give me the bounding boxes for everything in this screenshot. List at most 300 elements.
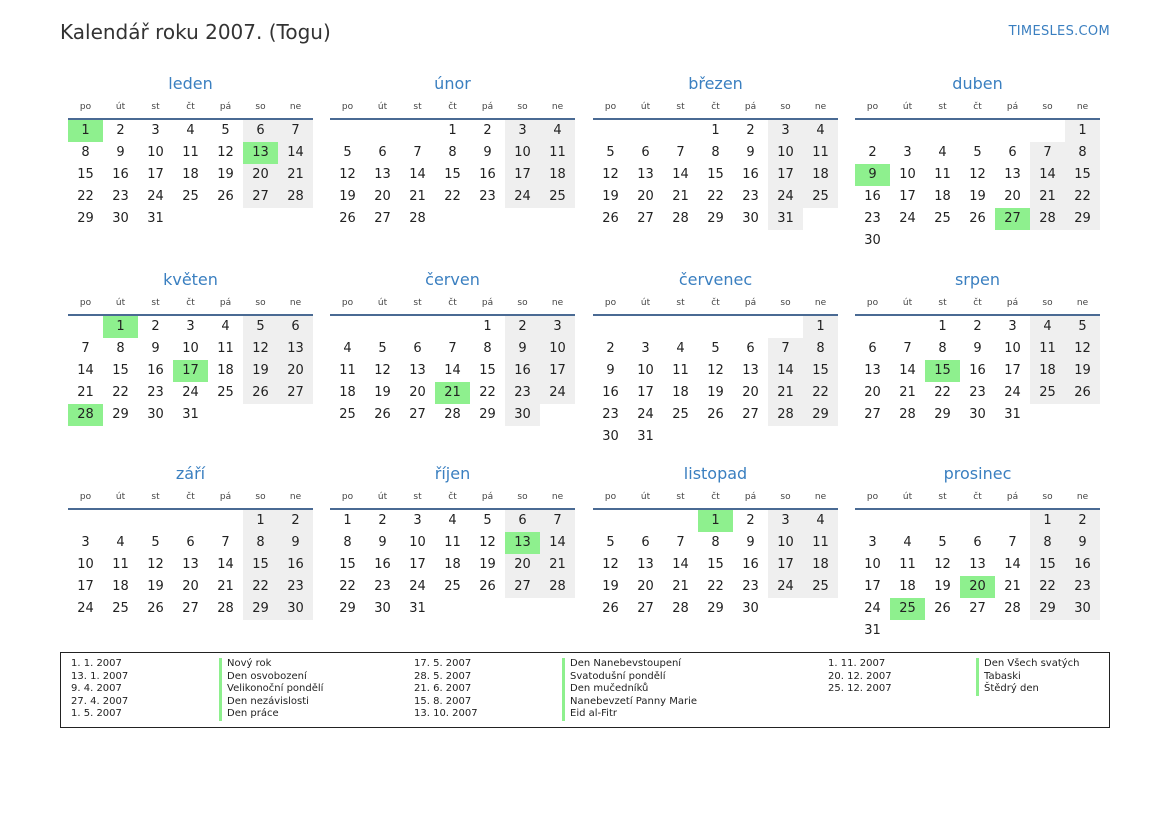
day-cell: 27 <box>969 601 986 616</box>
empty-cell <box>365 316 400 338</box>
weekday-label: po <box>79 492 92 502</box>
day-cell: 9 <box>606 363 615 378</box>
month-block <box>855 462 1100 642</box>
empty-cell <box>435 316 470 338</box>
month-name: listopad <box>683 464 748 483</box>
day-grid <box>330 316 575 426</box>
empty-cell <box>698 316 733 338</box>
day-cell: 30 <box>147 407 164 422</box>
day-cell: 18 <box>672 385 689 400</box>
weekday-label: ne <box>1076 102 1089 112</box>
day-cell: 9 <box>151 341 160 356</box>
day-cell: 12 <box>934 557 951 572</box>
day-cell: 20 <box>409 385 426 400</box>
weekday-label: st <box>413 492 422 502</box>
day-cell: 14 <box>899 363 916 378</box>
day-cell: 20 <box>374 189 391 204</box>
day-cell: 10 <box>864 557 881 572</box>
weekday-label: so <box>255 102 266 112</box>
weekday-label: st <box>676 102 685 112</box>
weekday-label: pá <box>1006 298 1019 308</box>
day-cell: 17 <box>147 167 164 182</box>
day-cell: 26 <box>479 579 496 594</box>
weekday-label: čt <box>448 492 457 502</box>
day-cell: 13 <box>182 557 199 572</box>
legend-row <box>414 658 697 671</box>
day-cell: 17 <box>77 579 94 594</box>
day-cell: 5 <box>343 145 352 160</box>
weekday-label: st <box>938 298 947 308</box>
day-cell: 28 <box>1004 601 1021 616</box>
empty-cell <box>855 316 890 338</box>
day-grid <box>593 120 838 230</box>
day-cell: 5 <box>378 341 387 356</box>
holiday-date: 13. 10. 2007 <box>414 708 478 720</box>
day-cell: 11 <box>182 145 199 160</box>
day-cell: 27 <box>409 407 426 422</box>
day-cell: 6 <box>973 535 982 550</box>
day-cell: 14 <box>1004 557 1021 572</box>
day-cell: 24 <box>409 579 426 594</box>
day-cell: 7 <box>1030 142 1065 164</box>
day-cell: 31 <box>864 623 881 638</box>
day-cell: 21 <box>278 164 313 186</box>
day-cell: 10 <box>147 145 164 160</box>
weekday-label: st <box>676 298 685 308</box>
day-cell: 4 <box>221 319 230 334</box>
day-cell: 28 <box>217 601 234 616</box>
day-cell: 16 <box>864 189 881 204</box>
day-cell: 31 <box>409 601 426 616</box>
holiday-day-cell: 28 <box>68 404 103 426</box>
weekday-label: st <box>938 102 947 112</box>
day-cell: 8 <box>448 145 457 160</box>
day-cell: 6 <box>413 341 422 356</box>
day-cell: 30 <box>374 601 391 616</box>
day-cell: 1 <box>343 513 352 528</box>
day-cell: 30 <box>505 404 540 426</box>
holiday-day-cell: 1 <box>68 120 103 142</box>
day-cell: 22 <box>707 579 724 594</box>
empty-cell <box>995 120 1030 142</box>
day-cell: 10 <box>505 142 540 164</box>
day-cell: 22 <box>707 189 724 204</box>
weekday-label: čt <box>186 492 195 502</box>
holiday-date: 27. 4. 2007 <box>71 695 129 707</box>
weekday-label: so <box>255 298 266 308</box>
day-cell: 7 <box>81 341 90 356</box>
day-cell: 12 <box>147 557 164 572</box>
weekday-label: st <box>413 298 422 308</box>
month-block <box>593 462 838 620</box>
day-cell: 18 <box>934 189 951 204</box>
day-cell: 2 <box>1065 510 1100 532</box>
day-grid <box>855 510 1100 642</box>
day-cell: 9 <box>973 341 982 356</box>
day-grid <box>330 510 575 620</box>
day-cell: 30 <box>864 233 881 248</box>
day-cell: 14 <box>768 360 803 382</box>
day-cell: 21 <box>77 385 94 400</box>
day-cell: 19 <box>602 189 619 204</box>
day-cell: 19 <box>707 385 724 400</box>
weekday-label: ne <box>814 492 827 502</box>
holiday-date: 28. 5. 2007 <box>414 670 472 682</box>
day-cell: 21 <box>768 382 803 404</box>
day-cell: 13 <box>278 338 313 360</box>
day-cell: 22 <box>1030 576 1065 598</box>
day-cell: 4 <box>676 341 685 356</box>
day-cell: 24 <box>1004 385 1021 400</box>
day-cell: 9 <box>746 535 755 550</box>
day-cell: 26 <box>1065 382 1100 404</box>
day-cell: 3 <box>186 319 195 334</box>
month-name: duben <box>952 74 1003 93</box>
day-cell: 6 <box>1008 145 1017 160</box>
day-cell: 14 <box>540 532 575 554</box>
day-cell: 8 <box>81 145 90 160</box>
day-cell: 29 <box>479 407 496 422</box>
weekday-label: čt <box>448 298 457 308</box>
holiday-date: 17. 5. 2007 <box>414 658 472 669</box>
weekday-label: ne <box>814 102 827 112</box>
day-cell: 20 <box>278 360 313 382</box>
weekday-label: čt <box>186 298 195 308</box>
day-cell: 29 <box>112 407 129 422</box>
day-cell: 26 <box>339 211 356 226</box>
day-cell: 11 <box>934 167 951 182</box>
day-cell: 23 <box>374 579 391 594</box>
day-cell: 29 <box>339 601 356 616</box>
weekday-label: čt <box>186 102 195 112</box>
day-grid <box>330 120 575 230</box>
day-cell: 21 <box>217 579 234 594</box>
weekday-header <box>593 486 838 510</box>
holiday-date: 13. 1. 2007 <box>71 670 129 682</box>
weekday-label: čt <box>711 492 720 502</box>
day-cell: 15 <box>803 360 838 382</box>
empty-cell <box>103 510 138 532</box>
empty-cell <box>593 510 628 532</box>
day-cell: 17 <box>505 164 540 186</box>
day-cell: 14 <box>217 557 234 572</box>
day-cell: 22 <box>479 385 496 400</box>
day-cell: 6 <box>641 535 650 550</box>
day-cell: 12 <box>602 557 619 572</box>
month-block <box>68 72 313 230</box>
empty-cell <box>628 510 663 532</box>
day-cell: 13 <box>742 363 759 378</box>
day-cell: 3 <box>868 535 877 550</box>
weekday-header <box>330 96 575 120</box>
day-cell: 16 <box>742 557 759 572</box>
empty-cell <box>68 316 103 338</box>
holiday-name: Nový rok <box>219 658 271 671</box>
day-cell: 24 <box>899 211 916 226</box>
day-cell: 6 <box>641 145 650 160</box>
day-cell: 30 <box>112 211 129 226</box>
day-cell: 3 <box>81 535 90 550</box>
weekday-label: st <box>676 492 685 502</box>
weekday-label: út <box>377 492 388 502</box>
day-cell: 24 <box>768 576 803 598</box>
month-name: září <box>175 464 206 483</box>
weekday-label: po <box>341 298 354 308</box>
empty-cell <box>1030 120 1065 142</box>
weekday-label: po <box>866 102 879 112</box>
day-cell: 12 <box>374 363 391 378</box>
day-cell: 26 <box>602 601 619 616</box>
day-cell: 1 <box>938 319 947 334</box>
day-cell: 18 <box>217 363 234 378</box>
day-cell: 2 <box>746 513 755 528</box>
holiday-date: 15. 8. 2007 <box>414 695 472 707</box>
day-cell: 11 <box>899 557 916 572</box>
empty-cell <box>925 120 960 142</box>
day-cell: 16 <box>112 167 129 182</box>
day-cell: 23 <box>479 189 496 204</box>
day-cell: 17 <box>409 557 426 572</box>
day-cell: 23 <box>505 382 540 404</box>
weekday-label: čt <box>711 298 720 308</box>
day-cell: 22 <box>339 579 356 594</box>
day-cell: 23 <box>147 385 164 400</box>
weekday-label: čt <box>448 102 457 112</box>
day-grid <box>855 316 1100 426</box>
day-cell: 2 <box>116 123 125 138</box>
day-cell: 19 <box>339 189 356 204</box>
day-cell: 8 <box>803 338 838 360</box>
day-cell: 31 <box>182 407 199 422</box>
month-block <box>855 268 1100 426</box>
day-cell: 15 <box>479 363 496 378</box>
day-cell: 26 <box>147 601 164 616</box>
day-cell: 12 <box>969 167 986 182</box>
month-name: říjen <box>434 464 471 483</box>
day-cell: 1 <box>483 319 492 334</box>
day-cell: 3 <box>768 120 803 142</box>
weekday-label: pá <box>744 102 757 112</box>
empty-cell <box>138 510 173 532</box>
empty-cell <box>890 316 925 338</box>
day-cell: 1 <box>1030 510 1065 532</box>
day-cell: 23 <box>969 385 986 400</box>
legend-row <box>71 696 323 709</box>
legend-column <box>828 658 1080 696</box>
day-cell: 19 <box>969 189 986 204</box>
weekday-label: so <box>1042 298 1053 308</box>
weekday-label: út <box>640 102 651 112</box>
month-name: únor <box>434 74 471 93</box>
empty-cell <box>890 120 925 142</box>
holiday-day-cell: 17 <box>173 360 208 382</box>
day-cell: 15 <box>77 167 94 182</box>
empty-cell <box>733 316 768 338</box>
day-grid <box>855 120 1100 252</box>
day-cell: 18 <box>444 557 461 572</box>
weekday-label: út <box>377 298 388 308</box>
empty-cell <box>925 510 960 532</box>
legend-row <box>414 708 697 721</box>
day-cell: 12 <box>602 167 619 182</box>
day-cell: 7 <box>903 341 912 356</box>
day-cell: 17 <box>768 164 803 186</box>
day-cell: 27 <box>742 407 759 422</box>
day-cell: 1 <box>243 510 278 532</box>
day-cell: 26 <box>217 189 234 204</box>
day-cell: 2 <box>505 316 540 338</box>
day-cell: 18 <box>540 164 575 186</box>
empty-cell <box>68 510 103 532</box>
day-cell: 5 <box>483 513 492 528</box>
holiday-day-cell: 13 <box>505 532 540 554</box>
day-cell: 3 <box>768 510 803 532</box>
day-cell: 21 <box>1004 579 1021 594</box>
day-cell: 19 <box>1065 360 1100 382</box>
day-cell: 5 <box>1065 316 1100 338</box>
day-cell: 20 <box>1004 189 1021 204</box>
day-cell: 16 <box>742 167 759 182</box>
weekday-label: st <box>151 102 160 112</box>
day-cell: 9 <box>746 145 755 160</box>
holiday-date: 21. 6. 2007 <box>414 683 472 695</box>
day-cell: 27 <box>864 407 881 422</box>
day-cell: 7 <box>448 341 457 356</box>
weekday-label: st <box>413 102 422 112</box>
weekday-label: út <box>115 102 126 112</box>
holiday-day-cell: 13 <box>243 142 278 164</box>
day-cell: 18 <box>803 164 838 186</box>
day-cell: 11 <box>444 535 461 550</box>
day-cell: 4 <box>1030 316 1065 338</box>
weekday-label: ne <box>1076 298 1089 308</box>
weekday-label: ne <box>814 298 827 308</box>
month-block <box>593 268 838 448</box>
day-cell: 13 <box>1004 167 1021 182</box>
day-cell: 12 <box>243 338 278 360</box>
weekday-label: čt <box>711 102 720 112</box>
month-name: leden <box>168 74 213 93</box>
day-cell: 3 <box>641 341 650 356</box>
holiday-name: Velikonoční pondělí <box>219 683 323 696</box>
day-cell: 18 <box>1030 360 1065 382</box>
day-cell: 12 <box>479 535 496 550</box>
day-cell: 6 <box>868 341 877 356</box>
day-cell: 9 <box>1065 532 1100 554</box>
day-cell: 29 <box>803 404 838 426</box>
weekday-label: st <box>938 492 947 502</box>
weekday-label: pá <box>481 492 494 502</box>
day-cell: 30 <box>969 407 986 422</box>
weekday-label: út <box>115 298 126 308</box>
day-cell: 7 <box>221 535 230 550</box>
weekday-label: so <box>517 102 528 112</box>
weekday-header <box>855 292 1100 316</box>
weekday-label: po <box>604 298 617 308</box>
page-title: Kalendář roku 2007. (Togu) <box>60 20 331 44</box>
legend-column <box>71 658 323 721</box>
day-cell: 25 <box>672 407 689 422</box>
weekday-label: po <box>79 298 92 308</box>
day-cell: 8 <box>116 341 125 356</box>
holiday-name: Nanebevzetí Panny Marie <box>562 696 697 709</box>
empty-cell <box>330 120 365 142</box>
day-cell: 11 <box>803 532 838 554</box>
day-cell: 26 <box>243 382 278 404</box>
day-cell: 10 <box>540 338 575 360</box>
weekday-label: pá <box>481 102 494 112</box>
day-cell: 6 <box>378 145 387 160</box>
day-cell: 30 <box>742 211 759 226</box>
weekday-label: čt <box>973 102 982 112</box>
day-cell: 21 <box>540 554 575 576</box>
month-name: březen <box>688 74 743 93</box>
day-cell: 30 <box>742 601 759 616</box>
day-cell: 16 <box>479 167 496 182</box>
day-cell: 5 <box>711 341 720 356</box>
legend-row <box>828 658 1080 671</box>
weekday-label: ne <box>1076 492 1089 502</box>
weekday-header <box>68 292 313 316</box>
day-cell: 1 <box>448 123 457 138</box>
day-cell: 14 <box>672 167 689 182</box>
day-cell: 1 <box>1065 120 1100 142</box>
day-cell: 18 <box>112 579 129 594</box>
day-cell: 8 <box>711 535 720 550</box>
day-cell: 16 <box>969 363 986 378</box>
weekday-label: po <box>604 102 617 112</box>
day-cell: 26 <box>934 601 951 616</box>
month-name: květen <box>163 270 218 289</box>
day-cell: 24 <box>637 407 654 422</box>
holiday-name: Eid al-Fitr <box>562 708 617 721</box>
holiday-day-cell: 25 <box>890 598 925 620</box>
day-cell: 10 <box>637 363 654 378</box>
day-cell: 4 <box>448 513 457 528</box>
holiday-name: Den nezávislosti <box>219 696 309 709</box>
day-cell: 22 <box>934 385 951 400</box>
empty-cell <box>855 120 890 142</box>
day-cell: 19 <box>243 360 278 382</box>
weekday-label: čt <box>973 298 982 308</box>
holiday-date: 20. 12. 2007 <box>828 670 892 682</box>
holiday-legend <box>60 652 1110 728</box>
weekday-label: pá <box>744 298 757 308</box>
empty-cell <box>173 510 208 532</box>
weekday-label: po <box>604 492 617 502</box>
day-cell: 20 <box>742 385 759 400</box>
day-cell: 11 <box>540 142 575 164</box>
day-cell: 4 <box>803 120 838 142</box>
day-cell: 23 <box>278 576 313 598</box>
legend-row <box>414 683 697 696</box>
day-cell: 28 <box>899 407 916 422</box>
weekday-label: so <box>255 492 266 502</box>
brand-link[interactable]: TIMESLES.COM <box>1008 24 1110 39</box>
day-cell: 23 <box>112 189 129 204</box>
day-cell: 7 <box>1008 535 1017 550</box>
empty-cell <box>890 510 925 532</box>
weekday-label: so <box>1042 492 1053 502</box>
day-cell: 17 <box>637 385 654 400</box>
day-cell: 27 <box>637 601 654 616</box>
weekday-label: út <box>640 298 651 308</box>
day-cell: 2 <box>868 145 877 160</box>
day-cell: 22 <box>1065 186 1100 208</box>
day-cell: 3 <box>903 145 912 160</box>
day-cell: 22 <box>444 189 461 204</box>
day-cell: 8 <box>343 535 352 550</box>
